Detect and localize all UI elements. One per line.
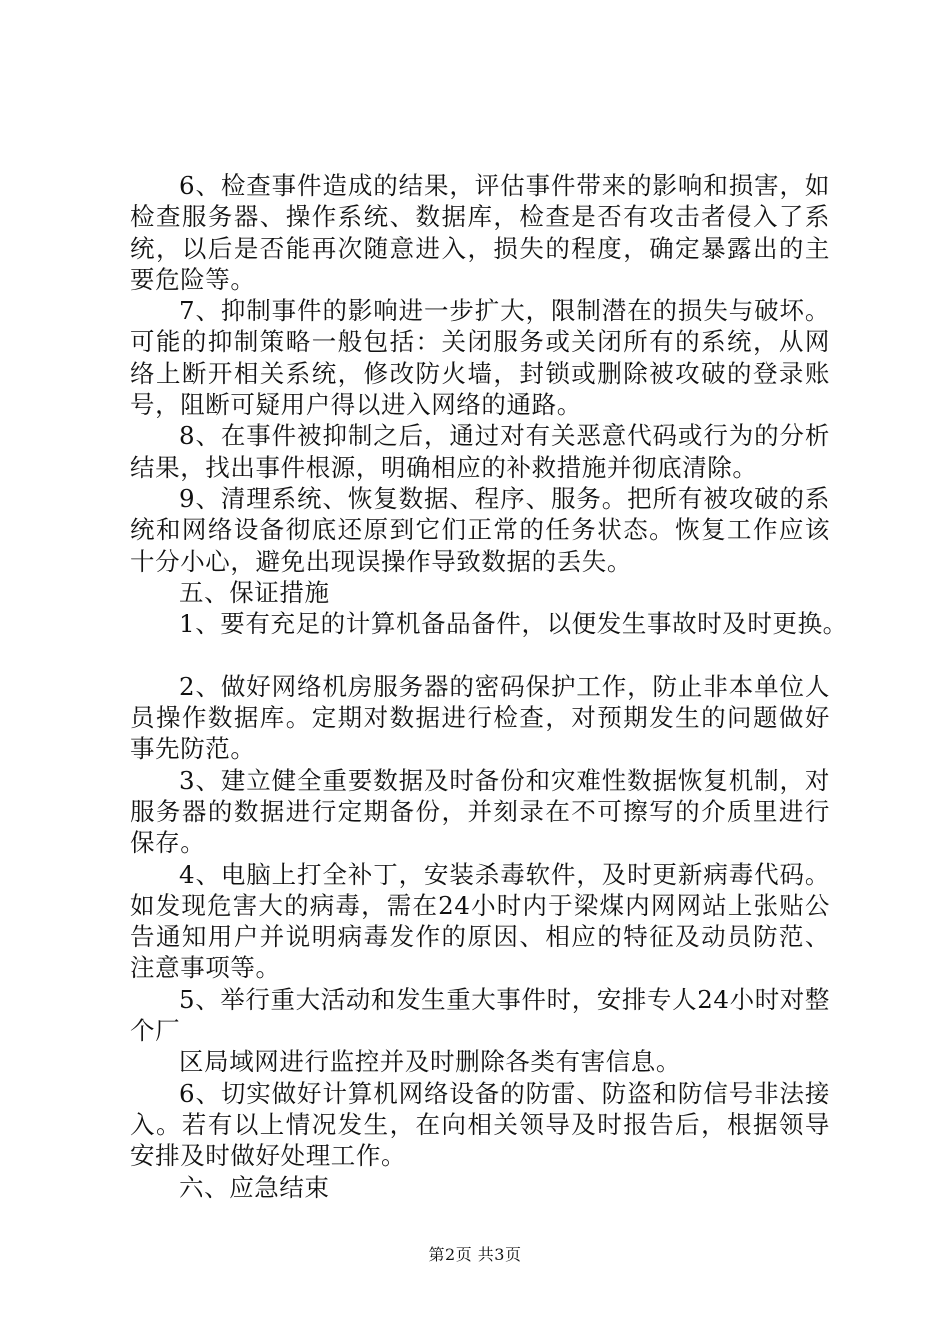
paragraph-measure-3: 3、建立健全重要数据及时备份和灾难性数据恢复机制，对服务器的数据进行定期备份，并刻录在不可擦写的介质里进行保存。: [130, 765, 830, 858]
paragraph-step-7: 7、抑制事件的影响进一步扩大，限制潜在的损失与破坏。可能的抑制策略一般包括：关闭服务或关闭所有的系统，从网络上断开相关系统，修改防火墙，封锁或删除被攻破的登录账号，阻断可疑用户得以进入网络的通路。: [130, 296, 830, 420]
paragraph-measure-4: 4、电脑上打全补丁，安装杀毒软件，及时更新病毒代码。如发现危害大的病毒，需在24小时内于梁煤内网网站上张贴公告通知用户并说明病毒发作的原因、相应的特征及动员防范、注意事项等。: [130, 859, 830, 983]
paragraph-measure-2: 2、做好网络机房服务器的密码保护工作，防止非本单位人员操作数据库。定期对数据进行检查，对预期发生的问题做好事先防范。: [130, 671, 830, 764]
paragraph-measure-1: 1、要有充足的计算机备品备件，以便发生事故时及时更换。: [179, 609, 848, 639]
section-heading-emergency-end: 六、应急结束: [179, 1172, 330, 1202]
paragraph-measure-5-continued: 区局域网进行监控并及时删除各类有害信息。: [179, 1047, 681, 1077]
paragraph-measure-6: 6、切实做好计算机网络设备的防雷、防盗和防信号非法接入。若有以上情况发生，在向相关领导及时报告后，根据领导安排及时做好处理工作。: [130, 1078, 830, 1171]
blank-line: [130, 639, 830, 670]
paragraph-step-9: 9、清理系统、恢复数据、程序、服务。把所有被攻破的系统和网络设备彻底还原到它们正常的任务状态。恢复工作应该十分小心，避免出现误操作导致数据的丢失。: [130, 483, 830, 576]
paragraph-step-8: 8、在事件被抑制之后，通过对有关恶意代码或行为的分析结果，找出事件根源，明确相应的补救措施并彻底清除。: [130, 421, 830, 482]
page-number-footer: 第2页 共3页: [428, 1245, 522, 1264]
document-body: [130, 170, 848, 1203]
paragraph-step-6: 6、检查事件造成的结果，评估事件带来的影响和损害，如检查服务器、操作系统、数据库，检查是否有攻击者侵入了系统，以后是否能再次随意进入，损失的程度，确定暴露出的主要危险等。: [130, 171, 830, 294]
section-heading-guarantee-measures: 五、保证措施: [179, 577, 330, 607]
paragraph-measure-5: 5、举行重大活动和发生重大事件时，安排专人24小时对整个厂: [130, 984, 830, 1046]
